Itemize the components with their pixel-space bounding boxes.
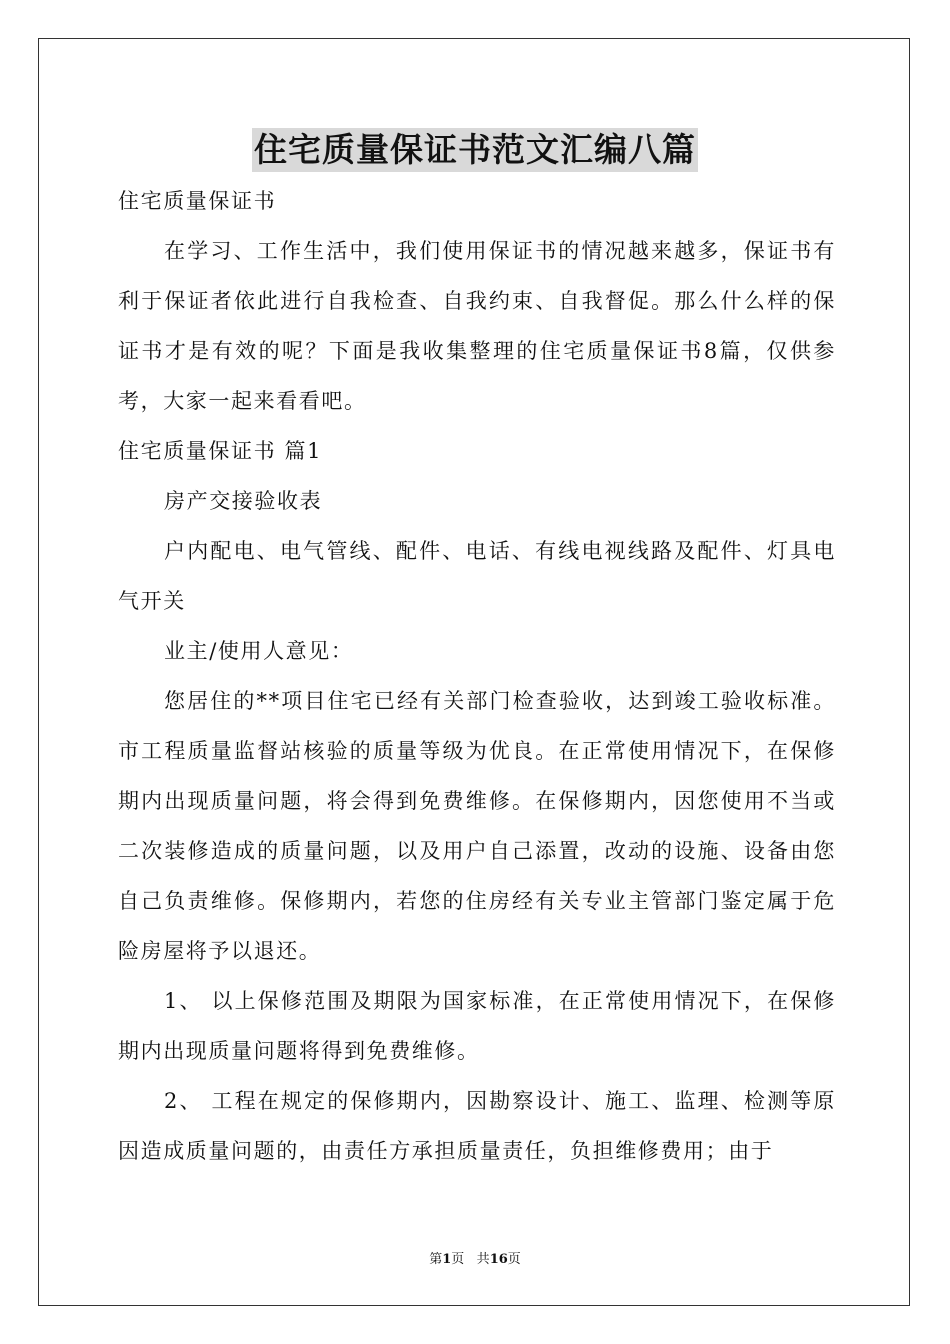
- document-title: 住宅质量保证书范文汇编八篇: [252, 128, 698, 172]
- title-container: [0, 128, 950, 172]
- footer-total-suffix: 页: [507, 1252, 521, 1267]
- paragraph: 房产交接验收表: [164, 489, 323, 513]
- section-heading: 住宅质量保证书 篇1: [118, 439, 323, 463]
- paragraph: 在学习、工作生活中，我们使用保证书的情况越来越多，保证书有利于保证者依此进行自我检查、自我约束、自我督促。那么什么样的保证书才是有效的呢？下面是我收集整理的住宅质量保证书8篇，仅供参考，大家一起来看看吧。: [118, 239, 836, 413]
- paragraph: 业主/使用人意见：: [164, 639, 354, 663]
- list-item: 2、 工程在规定的保修期内，因勘察设计、施工、监理、检测等原因造成质量问题的，由责任方承担质量责任，负担维修费用；由于: [118, 1089, 836, 1163]
- paragraph: 户内配电、电气管线、配件、电话、有线电视线路及配件、灯具电气开关: [118, 539, 836, 613]
- footer-total-prefix: 共: [476, 1252, 490, 1267]
- page-footer: [0, 1248, 950, 1267]
- list-item: 1、 以上保修范围及期限为国家标准，在正常使用情况下，在保修期内出现质量问题将得到免费维修。: [118, 989, 836, 1063]
- document-body: [118, 176, 836, 1176]
- footer-prefix: 第: [429, 1252, 443, 1267]
- footer-page-suffix: 页: [451, 1252, 465, 1267]
- footer-total-pages: 16: [489, 1252, 508, 1267]
- paragraph: 您居住的**项目住宅已经有关部门检查验收，达到竣工验收标准。市工程质量监督站核验的质量等级为优良。在正常使用情况下，在保修期内出现质量问题，将会得到免费维修。在保修期内，因您使用不当或二次装修造成的质量问题，以及用户自己添置，改动的设施、设备由您自己负责维修。保修期内，若您的住房经有关专业主管部门鉴定属于危险房屋将予以退还。: [118, 689, 836, 963]
- footer-page-number: 1: [442, 1252, 452, 1267]
- paragraph: 住宅质量保证书: [118, 189, 277, 213]
